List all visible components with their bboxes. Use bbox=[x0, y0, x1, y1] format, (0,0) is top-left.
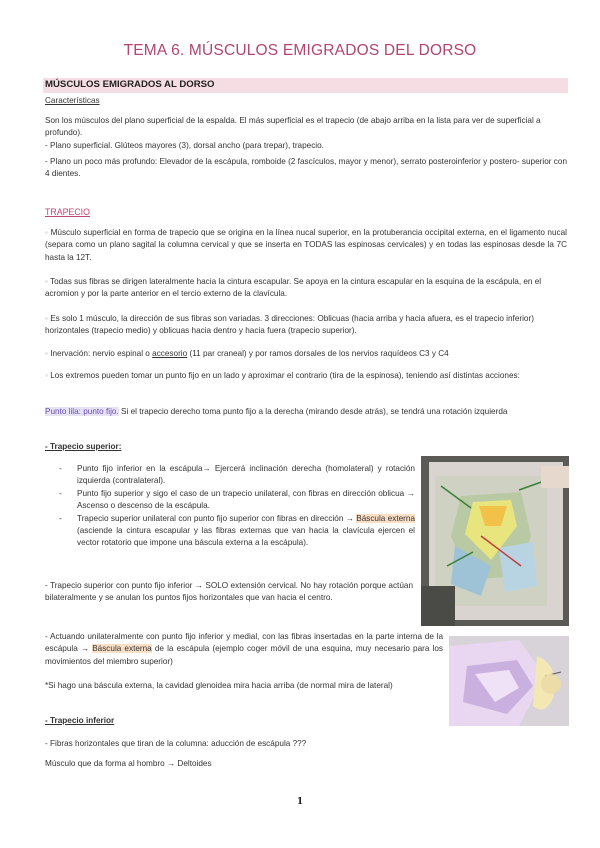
section-heading: MÚSCULOS EMIGRADOS AL DORSO bbox=[45, 79, 215, 90]
trapecio-superior-paragraph-1: - Trapecio superior con punto fijo inferior → SOLO extensión cervical. No hay rotación porque actúan bilateralmente y se anulan los puntos fijos horizontales que van hacia el centro. bbox=[45, 581, 413, 603]
trapecio-paragraph-5: ◦ Los extremos pueden tomar un punto fijo en un lado y aproximar el contrario (tira de la espinosa), teniendo así distintas acciones: bbox=[45, 371, 520, 380]
trapecio-superior-paragraph-2: - Actuando unilateralmente con punto fijo inferior y medial, con las fibras insertadas en la parte interna de la escápula → Báscula externa de la escápula (ejemplo coger móvil de una esquina, muy necesario para los movimientos del miembro superior) bbox=[45, 632, 443, 666]
trapecio-superior-list bbox=[45, 463, 415, 550]
paragraph-intro: Son los músculos del plano superficial de la espalda. El más superficial es el trapecio (de abajo arriba en la lista para ver de superficial a profundo). bbox=[45, 116, 541, 138]
page-number: 1 bbox=[296, 797, 304, 807]
trapecio-heading: TRAPECIO bbox=[45, 207, 90, 217]
accesorio-term: accesorio bbox=[152, 349, 188, 358]
paragraph-plano-profundo: - Plano un poco más profundo: Elevador de la escápula, romboide (2 fascículos, mayor y menor), serrato posteroinferior y postero- superior con 4 dientes. bbox=[45, 157, 567, 179]
page-title: TEMA 6. MÚSCULOS EMIGRADOS DEL DORSO bbox=[123, 42, 477, 59]
trapecio-paragraph-1: ◦ Músculo superficial en forma de trapecio que se origina en la línea nucal superior, en la protuberancia occipital externa, en el ligamento nucal (separa como un plano sagital la columna cervical y que se inserta en TODAS las espinosas cervicales) y en todas las espinosas desde la 7C hasta la 12T. bbox=[45, 228, 567, 262]
trapecio-inferior-paragraph-2: Músculo que da forma al hombro → Deltoides bbox=[45, 759, 212, 768]
trapecio-inferior-paragraph-1: - Fibras horizontales que tiran de la columna: aducción de escápula ??? bbox=[45, 739, 307, 748]
caracteristicas-label: Características bbox=[45, 96, 100, 105]
list-item: - Trapecio superior unilateral con punto fijo superior con fibras en dirección → Báscula externa (asciende la cintura escapular y las fibras externas que van hacia la clavícula ejercen el vector rotatorio que impone una báscula externa a la escápula). bbox=[45, 513, 415, 550]
trapecio-paragraph-2: ◦ Todas sus fibras se dirigen lateralmente hacia la cintura escapular. Se apoya en la cintura escapular en la esquina de la escápula, en el acromion y por la parte anterior en el tercio externo de la clavícula. bbox=[45, 277, 542, 299]
punto-lila-highlight: Punto lila: punto fijo. bbox=[45, 407, 119, 416]
trapecio-superior-heading: - Trapecio superior: bbox=[45, 442, 122, 451]
trapecio-paragraph-4: ◦ Inervación: nervio espinal o accesorio (11 par craneal) y por ramos dorsales de los nervios raquídeos C3 y C4 bbox=[45, 349, 449, 358]
lecture-slide-photo bbox=[421, 456, 569, 626]
bascula-note: *Si hago una báscula externa, la cavidad glenoidea mira hacia arriba (de normal mira de lateral) bbox=[45, 681, 393, 690]
punto-lila-paragraph: Punto lila: punto fijo. Si el trapecio derecho toma punto fijo a la derecha (mirando desde atrás), se tendrá una rotación izquierda bbox=[45, 407, 508, 416]
list-item: - Punto fijo inferior en la escápula→ Ejercerá inclinación derecha (homolateral) y rotación izquierda (contralateral). bbox=[45, 463, 415, 488]
paragraph-plano-superficial: - Plano superficial. Glúteos mayores (3), dorsal ancho (para trepar), trapecio. bbox=[45, 141, 324, 150]
trapecio-paragraph-3: ◦ Es solo 1 músculo, la dirección de sus fibras son variadas. 3 direcciones: Oblicuas (hacia arriba y hacia afuera, es el trapecio inferior) horizontales (trapecio medio) y oblicuas hacia dentro y hacia fuera (trapecio superior). bbox=[45, 314, 534, 336]
trapecio-inferior-heading: - Trapecio inferior bbox=[45, 716, 115, 725]
section-band bbox=[43, 78, 568, 93]
list-item: - Punto fijo superior y sigo el caso de un trapecio unilateral, con fibras en dirección oblicua → Ascenso o descenso de la escápula. bbox=[45, 488, 415, 513]
